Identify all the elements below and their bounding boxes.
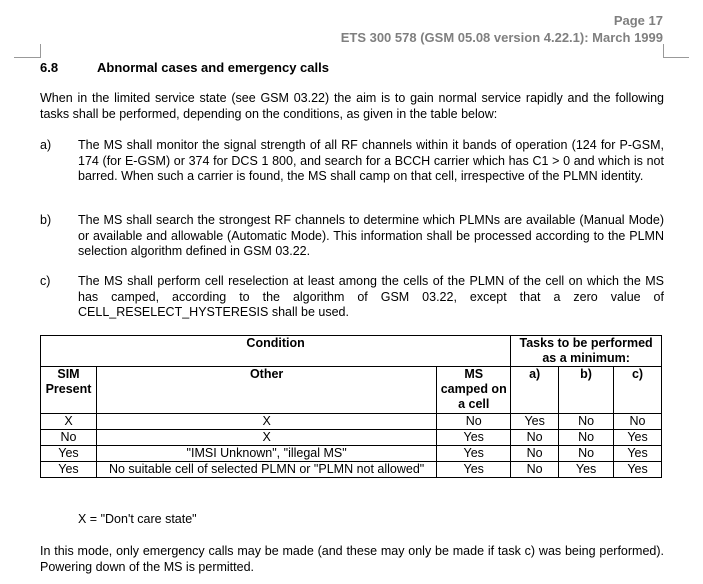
list-item-text: The MS shall perform cell reselection at least among the cells of the PLMN of the cell on which the MS has camped, according to the algorithm of GSM 03.22, except that a zero value of CELL_RESELECT_HYSTERESIS shall be used. — [78, 274, 664, 319]
column-header: a) — [511, 367, 559, 414]
conditions-table — [40, 335, 662, 478]
table-cell: Yes — [41, 446, 97, 462]
table-cell: Yes — [559, 462, 614, 478]
table-header-row — [41, 336, 662, 367]
column-header: SIM Present — [41, 367, 97, 414]
table-cell: Yes — [511, 414, 559, 430]
column-header: c) — [614, 367, 662, 414]
table-note: X = "Don't care state" — [78, 512, 197, 526]
page-number: Page 17 — [613, 13, 663, 28]
intro-paragraph: When in the limited service state (see GSM 03.22) the aim is to gain normal service rapidly and the following tasks shall be performed, depending on the conditions, as given in the table below: — [40, 91, 664, 121]
list-item-text: The MS shall monitor the signal strength of all RF channels within it bands of operation (124 for P-GSM, 174 (for E-GSM) or 374 for DCS 1 800, and search for a BCCH carrier which has C1 > 0 and which is not barred. When such a carrier is found, the MS shall camp on that cell, irrespective of the PLMN identity. — [78, 138, 664, 183]
table-cell: No — [559, 446, 614, 462]
closing-paragraph: In this mode, only emergency calls may be made (and these may only be made if task c) was being performed). Powering down of the MS is permitted. — [40, 544, 664, 574]
section-title: Abnormal cases and emergency calls — [97, 60, 329, 75]
crop-mark-right-horizontal — [663, 57, 689, 58]
list-item-label: a) — [40, 138, 52, 152]
table-header-row — [41, 367, 662, 414]
table-row — [41, 462, 662, 478]
table-cell: Yes — [614, 430, 662, 446]
list-item-a — [40, 138, 664, 185]
document-reference: ETS 300 578 (GSM 05.08 version 4.22.1): March 1999 — [340, 30, 663, 45]
table-cell: No — [559, 414, 614, 430]
list-item-label: b) — [40, 213, 52, 227]
table-cell: Yes — [614, 446, 662, 462]
table-cell: Yes — [614, 462, 662, 478]
table-cell: No — [41, 430, 97, 446]
tasks-header: Tasks to be performed as a minimum: — [511, 336, 662, 367]
table-cell: No suitable cell of selected PLMN or "PLMN not allowed" — [96, 462, 436, 478]
list-item-text: The MS shall search the strongest RF channels to determine which PLMNs are available (Manual Mode) or available and allowable (Automatic Mode). This information shall be processed according to the PLMN selection algorithm defined in GSM 03.22. — [78, 213, 664, 258]
crop-mark-right-vertical — [663, 44, 664, 58]
list-item-c — [40, 274, 664, 321]
section-heading — [40, 60, 329, 75]
table-cell: X — [96, 414, 436, 430]
table-cell: X — [96, 430, 436, 446]
table-cell: No — [559, 430, 614, 446]
list-item-b — [40, 213, 664, 260]
condition-header: Condition — [41, 336, 511, 367]
list-item-label: c) — [40, 274, 51, 288]
table-cell: Yes — [437, 430, 511, 446]
table-row — [41, 446, 662, 462]
column-header: Other — [96, 367, 436, 414]
table-cell: "IMSI Unknown", "illegal MS" — [96, 446, 436, 462]
table-cell: Yes — [41, 462, 97, 478]
table-cell: No — [511, 430, 559, 446]
table-cell: X — [41, 414, 97, 430]
crop-mark-left-vertical — [40, 44, 41, 58]
crop-mark-left-horizontal — [14, 57, 40, 58]
column-header: MS camped on a cell — [437, 367, 511, 414]
table-row — [41, 414, 662, 430]
column-header: b) — [559, 367, 614, 414]
table-cell: Yes — [437, 462, 511, 478]
section-number: 6.8 — [40, 60, 59, 75]
table-cell: No — [614, 414, 662, 430]
table-cell: Yes — [437, 446, 511, 462]
table-cell: No — [511, 446, 559, 462]
table-cell: No — [511, 462, 559, 478]
table-row — [41, 430, 662, 446]
table-cell: No — [437, 414, 511, 430]
